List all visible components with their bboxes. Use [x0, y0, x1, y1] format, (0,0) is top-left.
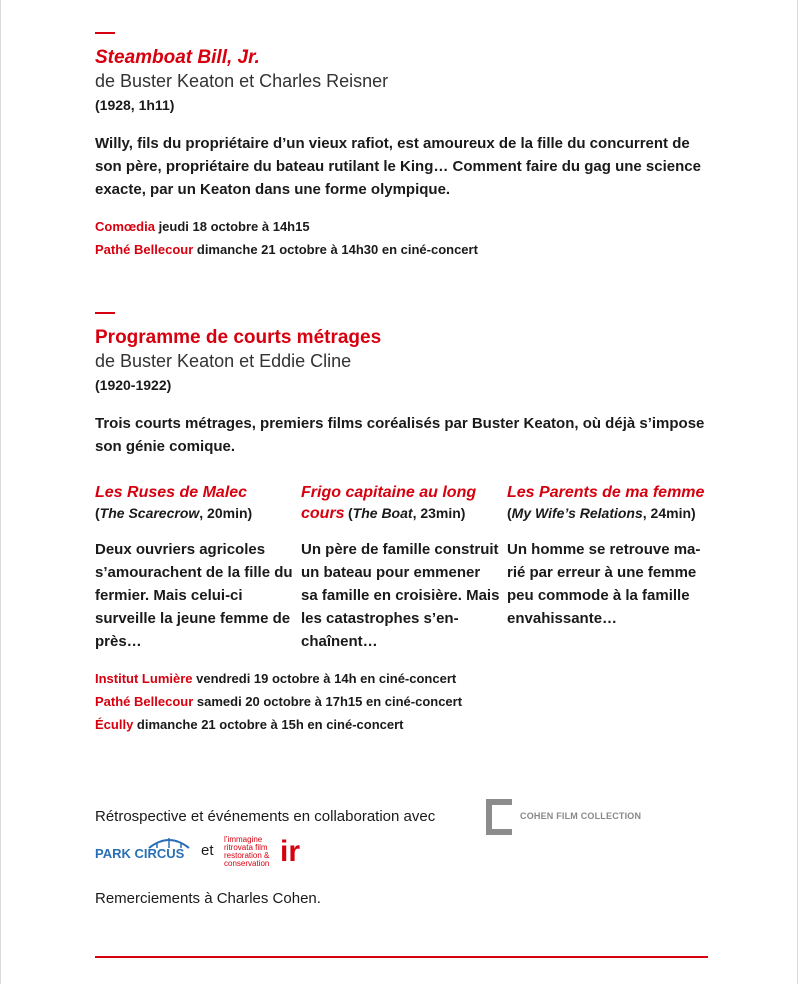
short-film-title: Frigo capitaine au long cours: [301, 484, 477, 522]
section-divider-dash: [95, 312, 115, 314]
screening-venue[interactable]: Pathé Bellecour: [95, 242, 194, 257]
program-description: Trois courts métrages, premiers films coréalisés par Buster Keaton, où déjà s’impose son génie comique.: [95, 415, 705, 455]
screening-details: vendredi 19 octobre à 14h en ciné-concert: [192, 671, 457, 686]
program-director: de Buster Keaton et Eddie Cline: [95, 351, 352, 371]
short-film-column: [507, 482, 712, 630]
program-year: (1920-1922): [95, 377, 172, 393]
short-film-column: [95, 482, 295, 653]
short-film-title: Les Parents de ma femme: [507, 484, 705, 501]
ir-monogram-icon: ir: [280, 835, 301, 868]
short-film-title: Les Ruses de Malec: [95, 484, 248, 501]
bottom-divider: [95, 956, 708, 958]
screening-details: samedi 20 octobre à 17h15 en ciné-concert: [193, 694, 463, 709]
collaboration-text: Rétrospective et événements en collaboration avec: [95, 808, 436, 825]
short-film-original-title: My Wife’s Relations: [511, 505, 643, 521]
short-film-column: [301, 482, 501, 653]
thanks-text: Remerciements à Charles Cohen.: [95, 890, 321, 907]
short-film-original-title: The Boat: [352, 505, 413, 521]
screening-details: dimanche 21 octobre à 15h en ciné-concert: [133, 717, 404, 732]
et-text: et: [201, 842, 214, 859]
park-circus-logo: [95, 838, 195, 866]
immagine-ritrovata-logo: [224, 836, 304, 870]
screening-line: [95, 690, 462, 713]
film-director: de Buster Keaton et Charles Reisner: [95, 71, 389, 91]
screening-venue[interactable]: Pathé Bellecour: [95, 694, 194, 709]
short-film-subtitle: (The Scarecrow, 20min): [95, 505, 253, 521]
cohen-film-collection-logo-icon: [484, 797, 514, 837]
short-film-description: Deux ouvriers agricoles s’amourachent de la fille du fermier. Mais celui-ci surveille la jeune femme de près…: [95, 541, 293, 650]
screening-line: [95, 215, 310, 238]
screening-line: [95, 667, 456, 690]
screening-details: dimanche 21 octobre à 14h30 en ciné-concert: [193, 242, 478, 257]
short-film-description: Un homme se retrouve ma-rié par erreur à une femme peu commode à la famille envahissante…: [507, 541, 701, 627]
park-circus-text: PARK CIRCUS: [95, 846, 185, 861]
screening-line: [95, 713, 404, 736]
immagine-logo-text: l’immagine ritrovata film restoration & conservation: [224, 835, 270, 868]
screening-line: [95, 238, 478, 261]
screening-venue[interactable]: Écully: [95, 717, 134, 732]
screening-venue[interactable]: Institut Lumière: [95, 671, 193, 686]
film-description: Willy, fils du propriétaire d’un vieux rafiot, est amoureux de la fille du concurrent de son père, propriétaire du bateau rutilant le King… Comment faire du gag une science exacte, par un Keaton dans une forme olympique.: [95, 135, 701, 198]
section-divider-dash: [95, 32, 115, 34]
short-film-description: Un père de famille construit un bateau pour emmener sa famille en croisière. Mais les catastrophes s’en-chaînent…: [301, 541, 500, 650]
film-year: (1928, 1h11): [95, 97, 175, 113]
film-title: Steamboat Bill, Jr.: [95, 47, 260, 68]
screening-venue[interactable]: Comœdia: [95, 219, 155, 234]
short-film-subtitle: (The Boat, 23min): [348, 505, 466, 521]
short-film-original-title: The Scarecrow: [99, 505, 200, 521]
short-film-subtitle: (My Wife’s Relations, 24min): [507, 505, 696, 521]
screening-details: jeudi 18 octobre à 14h15: [154, 219, 310, 234]
cohen-logo-text: COHEN FILM COLLECTION: [520, 811, 642, 821]
program-title: Programme de courts métrages: [95, 327, 382, 348]
